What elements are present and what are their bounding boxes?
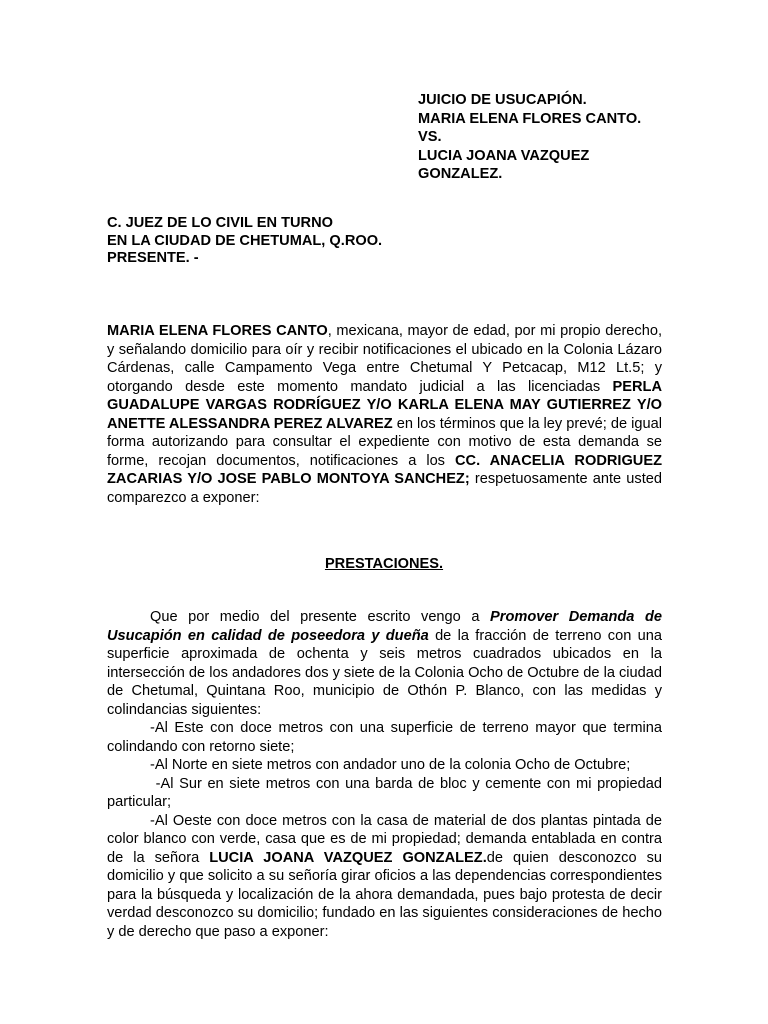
case-heading: [418, 91, 718, 184]
prestaciones-body: [107, 608, 662, 941]
boundary-north: -Al Norte en siete metros con andador uno de la colonia Ocho de Octubre;: [150, 757, 631, 773]
p1-text-2: de la fracción de terreno con una superficie aproximada de ochenta y seis metros cuadrados ubicados en la intersección de los andadores dos y siete de la Colonia Ocho de Octubre de la ciudad de Chetumal, Quintana Roo, municipio de Othón P. Blanco, con las medidas y colindancias siguientes:: [107, 627, 662, 718]
addressee-present: PRESENTE. -: [107, 250, 199, 266]
plaintiff-name: MARIA ELENA FLORES CANTO.: [418, 110, 642, 127]
intro-plaintiff-name: MARIA ELENA FLORES CANTO: [107, 323, 328, 339]
case-type: JUICIO DE USUCAPIÓN.: [418, 92, 587, 108]
boundary-east: -Al Este con doce metros con una superficie de terreno mayor que termina colindando con retorno siete;: [107, 720, 662, 755]
addressee-block: [107, 215, 667, 268]
p1-text-1: Que por medio del presente escrito vengo a: [150, 609, 491, 625]
west-text-2: de quien desconozco su domicilio y que solicito a su señoría girar oficios a las dependencias correspondientes para la búsqueda y localización de la ahora demandada, pues bajo protesta de decir verdad desconozco su domicilio; fundado en las siguientes consideraciones de hecho y de derecho que paso a exponer:: [107, 849, 662, 940]
intro-authorized-persons: CC. ANACELIA RODRIGUEZ ZACARIAS Y/O JOSE PABLO MONTOYA SANCHEZ;: [107, 452, 662, 487]
intro-text-2: en los términos que la ley prevé; de igual forma autorizando para consultar el expediente con motivo de esta demanda se forme, recojan documentos, notificaciones a los: [107, 415, 663, 469]
defendant-name-line1: LUCIA JOANA VAZQUEZ: [418, 147, 590, 164]
intro-lawyers: PERLA GUADALUPE VARGAS RODRÍGUEZ Y/O KARLA ELENA MAY GUTIERREZ Y/O ANETTE ALESSANDRA PEREZ ALVAREZ: [107, 378, 662, 432]
intro-text-3: respetuosamente ante usted comparezco a exponer:: [107, 471, 662, 506]
defendant-name-line2: GONZALEZ.: [418, 166, 503, 183]
intro-paragraph: [107, 322, 662, 507]
addressee-city: EN LA CIUDAD DE CHETUMAL, Q.ROO.: [107, 232, 383, 249]
boundary-west: [107, 812, 662, 942]
versus-label: VS.: [418, 129, 442, 146]
intro-text-1: , mexicana, mayor de edad, por mi propio derecho, y señalando domicilio para oír y recibir notificaciones el ubicado en la Colonia Lázaro Cárdenas, calle Campamento Vega entre Chetumal Y Petcacap, M12 Lt.5; y otorgando desde este momento mandato judicial a las licenciadas: [107, 323, 663, 395]
west-defendant-name: LUCIA JOANA VAZQUEZ GONZALEZ.: [209, 849, 487, 866]
boundary-south: -Al Sur en siete metros con una barda de bloc y cemente con mi propiedad particular;: [107, 775, 662, 810]
west-text-1: -Al Oeste con doce metros con la casa de material de dos plantas pintada de color blanco con verde, casa que es de mi propiedad; demanda entablada en contra de la señora: [107, 812, 662, 866]
p1-emphasis: Promover Demanda de Usucapión en calidad de poseedora y dueña: [107, 609, 663, 644]
prestaciones-paragraph-1: [107, 608, 662, 719]
addressee-judge: C. JUEZ DE LO CIVIL EN TURNO: [107, 215, 333, 231]
section-title-prestaciones: PRESTACIONES.: [324, 556, 444, 572]
